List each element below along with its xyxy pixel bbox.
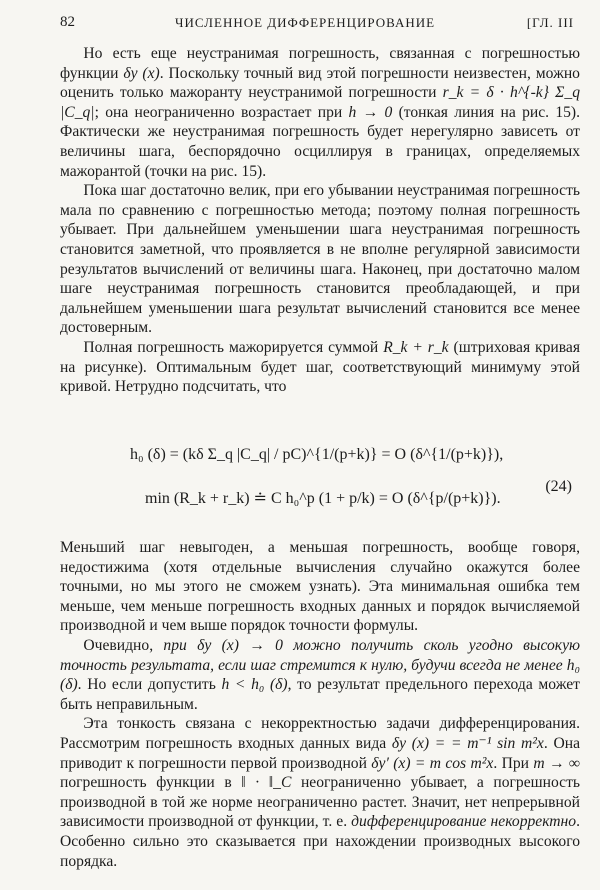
paragraph-4: Меньший шаг невыгоден, а меньшая погрешность, вообще говоря, недостижима (хотя отдельные вычисления случайно окажутся более точными, но мы этого не сможем узнать). Эта минимальная ошибка тем меньше, чем меньше погрешность входных данных и порядок вычисляемой производной и чем выше порядок точности формулы. (60, 539, 580, 635)
math-delta-y-sin: δy (x) = = m⁻¹ sin m²x (391, 734, 544, 752)
paragraph-1-text-b: . Поскольку точный вид этой погрешности неизвестен, можно оценить только мажоранту неустранимой погрешности (60, 64, 580, 102)
math-m-infinity: m → ∞ (533, 754, 581, 772)
paragraph-6-italic: дифференцирование некорректно (351, 813, 577, 831)
paragraph-6-text-f: . Особенно сильно это сказывается при нахождении производных высокого порядка. (60, 813, 580, 870)
math-delta-y-prime: δy′ (x) = m cos m²x (371, 754, 494, 772)
paragraph-1-text-c: ; она неограниченно возрастает при (94, 103, 349, 121)
paragraph-1-text-d: (тонкая линия на рис. 15). Фактически же неустранимая погрешность будет нерегулярно зависеть от величины шага, беспорядочно осциллируя в границах, определяемых мажорантой (точки на рис. 15). (60, 103, 581, 180)
text-block-bottom (60, 538, 580, 871)
page-number: 82 (60, 14, 75, 30)
math-h-to-zero: h → 0 (348, 103, 393, 121)
paragraph-6-text-d: погрешность функции в (60, 774, 242, 792)
formula-24 (60, 440, 580, 522)
paragraph-5 (60, 636, 580, 714)
math-delta-y: δy (x) (123, 64, 160, 82)
paragraph-6-text-a: Эта тонкость связана с некорректностью задачи дифференцирования. Рассмотрим погрешность входных данных вида (60, 715, 580, 752)
paragraph-6-text-c: . При (493, 754, 534, 772)
paragraph-1 (60, 44, 580, 181)
formula-line-1: h₀ (δ) = (kδ Σ_q |C_q| / pC)^{1/(p+k)} = O (δ^{1/(p+k)}), (130, 446, 504, 463)
paragraph-3-text-a: Полная погрешность мажорируется суммой (83, 338, 384, 356)
math-h-less-h0: h < h₀ (δ) (221, 676, 288, 694)
chapter-number: [ГЛ. III (526, 15, 574, 30)
paragraph-3-text-b: (штриховая кривая на рисунке). Оптимальным будет шаг, соответствующий минимуму этой кривой. Нетрудно подсчитать, что (60, 338, 581, 396)
math-rk-majorant: r_k = δ · h^{-k} Σ_q |C_q| (60, 84, 580, 121)
text-block-top (60, 44, 580, 397)
paragraph-5-text-b: . Но если допустить (77, 676, 222, 694)
paragraph-6-text-e: неограниченно убывает, а погрешность производной в той же норме неограниченно растет. Значит, нет непрерывной зависимости производной от функции, т. е. (60, 774, 580, 831)
paragraph-5-text-a: Очевидно, (83, 636, 164, 654)
paragraph-5-text-c: , то результат предельного перехода может быть неправильным. (60, 676, 580, 713)
equation-number: (24) (545, 478, 572, 495)
paragraph-6 (60, 714, 580, 871)
paragraph-5-italic: при δy (x) → 0 можно получить сколь угодно высокую точность результата, если шаг стремится к нулю, будучи всегда не менее h₀ (δ) (60, 636, 581, 694)
formula-line-2: min (R_k + r_k) ≐ C h₀^p (1 + p/k) = O (δ^{p/(p+k)}). (145, 490, 501, 507)
paragraph-2: Пока шаг достаточно велик, при его убывании неустранимая погрешность мала по сравнению с погрешностью метода; поэтому полная погрешность убывает. При дальнейшем уменьшении шага неустранимая погрешность становится заметной, что проявляется в не вполне регулярной зависимости результатов вычислений от величины шага. Наконец, при достаточно малом шаге неустранимая погрешность становится преобладающей, и при дальнейшем уменьшении шага результат вычислений становится все менее достоверным. (60, 182, 580, 337)
math-norm-c: ‖ · ‖_C (241, 774, 292, 792)
paragraph-1-text-a: Но есть еще неустранимая погрешность, связанная с погрешностью функции (60, 45, 580, 82)
math-sum-rk: R_k + r_k (383, 338, 449, 356)
chapter-title: ЧИСЛЕННОЕ ДИФФЕРЕНЦИРОВАНИЕ (175, 15, 436, 30)
paragraph-3 (60, 338, 580, 397)
running-header (60, 14, 580, 36)
paragraph-6-text-b: . Она приводит к погрешности первой производной (60, 734, 580, 772)
